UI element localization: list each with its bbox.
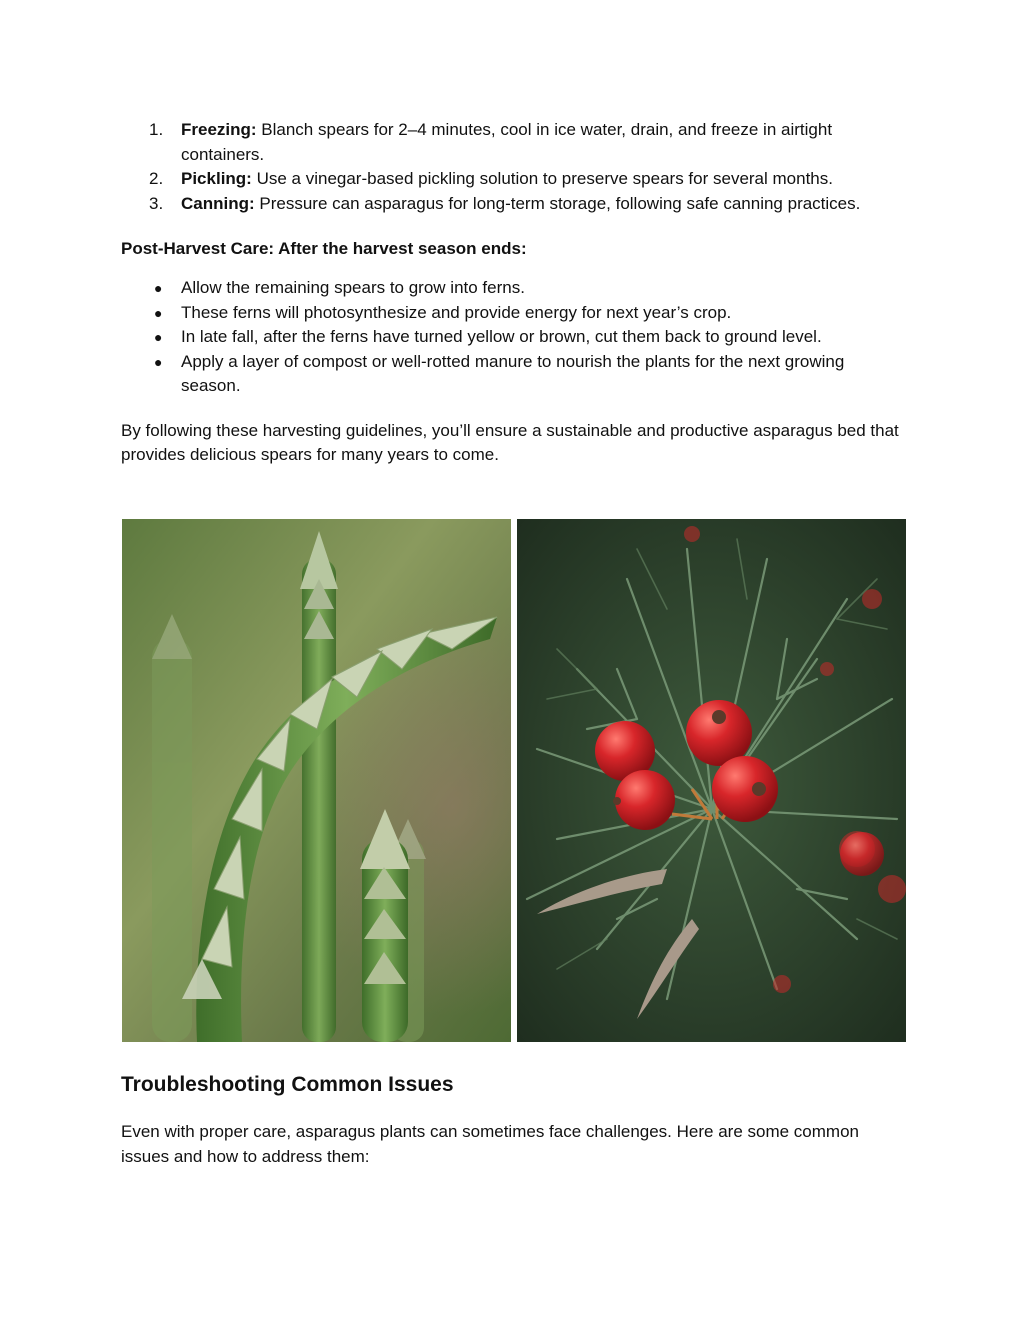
list-item-text: These ferns will photosynthesize and provide energy for next year’s crop. — [181, 302, 732, 322]
troubleshooting-intro: Even with proper care, asparagus plants can sometimes face challenges. Here are some common issues and how to address them: — [121, 1122, 859, 1166]
asparagus-spears-photo — [122, 519, 511, 1042]
list-item — [121, 301, 906, 326]
list-item — [121, 325, 906, 350]
list-item-lead: Pickling: — [181, 169, 252, 188]
list-item-lead: Canning: — [181, 193, 255, 213]
bullet-icon: ● — [154, 304, 163, 321]
asparagus-fern-berries-image — [517, 519, 906, 1042]
asparagus-fern-berries-photo — [517, 519, 906, 1042]
bullet-icon: ● — [154, 280, 163, 296]
list-item-text: Use a vinegar-based pickling solution to preserve spears for several months. — [251, 169, 833, 188]
list-item-text: In late fall, after the ferns have turned yellow or brown, cut them back to ground level. — [181, 327, 822, 346]
list-item-text: Apply a layer of compost or well-rotted manure to nourish the plants for the next growing season. — [181, 351, 845, 395]
list-item-text: Allow the remaining spears to grow into ferns. — [181, 278, 525, 297]
list-item-text: Pressure can asparagus for long-term storage, following safe canning practices. — [254, 193, 861, 213]
list-item-text: Blanch spears for 2–4 minutes, cool in ice water, drain, and freeze in airtight containers. — [181, 120, 833, 164]
list-item — [121, 276, 906, 301]
list-item — [121, 192, 906, 217]
list-item — [121, 167, 906, 192]
list-item-lead: Freezing: — [181, 120, 257, 139]
troubleshooting-heading: Troubleshooting Common Issues — [121, 1073, 454, 1096]
document-content — [121, 118, 906, 468]
list-item — [121, 118, 906, 167]
preservation-list — [121, 118, 906, 216]
list-number: 3. — [149, 193, 164, 213]
post-harvest-heading: Post-Harvest Care: After the harvest season ends: — [121, 239, 527, 258]
post-harvest-list — [121, 276, 906, 399]
photo-row — [122, 519, 906, 1042]
list-item — [121, 350, 906, 399]
closing-paragraph: By following these harvesting guidelines, you’ll ensure a sustainable and productive asparagus bed that provides delicious spears for many years to come. — [121, 420, 899, 464]
bullet-icon: ● — [154, 329, 163, 345]
asparagus-spears-image — [122, 519, 511, 1042]
list-number: 1. — [149, 120, 164, 139]
list-number: 2. — [149, 169, 164, 188]
bullet-icon: ● — [154, 353, 163, 370]
